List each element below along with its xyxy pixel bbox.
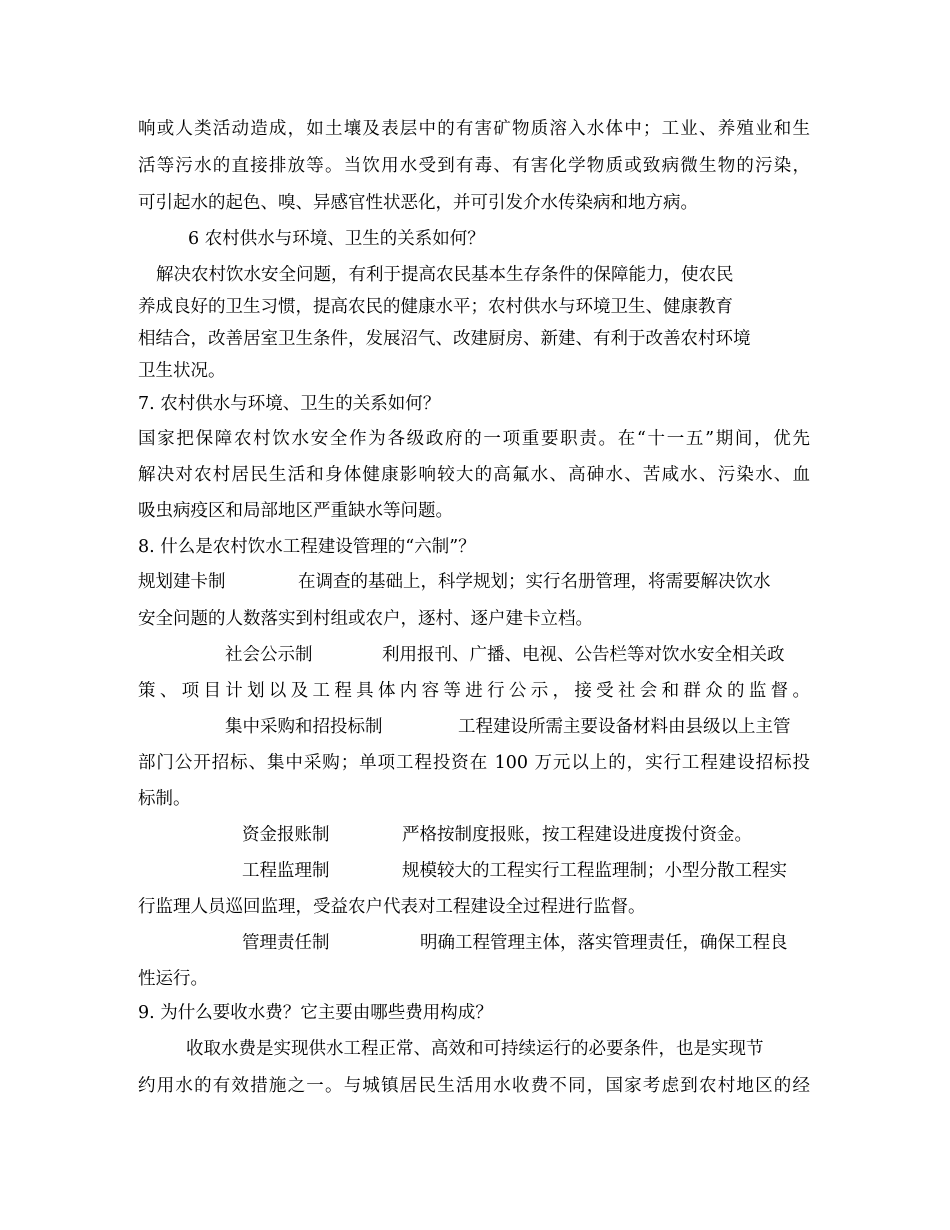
paragraph-line: 响或人类活动造成，如土壤及表层中的有害矿物质溶入水体中；工业、养殖业和生 xyxy=(138,119,810,139)
system-term: 社会公示制 xyxy=(225,645,313,665)
question-heading-8: 8. 什么是农村饮水工程建设管理的“六制”？ xyxy=(138,537,476,557)
system-description: 工程建设所需主要设备材料由县级以上主管 xyxy=(458,717,791,737)
question-heading-9: 9. 为什么要收水费？它主要由哪些费用构成？ xyxy=(138,1003,493,1023)
system-description: 严格按制度报账，按工程建设进度拨付资金。 xyxy=(402,825,752,845)
paragraph-line: 解决农村饮水安全问题，有利于提高农民基本生存条件的保障能力，使农民 xyxy=(156,265,734,285)
system-term: 资金报账制 xyxy=(242,825,330,845)
system-term: 规划建卡制 xyxy=(138,572,226,592)
paragraph-line: 收取水费是实现供水工程正常、高效和可持续运行的必要条件，也是实现节 xyxy=(186,1039,764,1059)
paragraph-line: 活等污水的直接排放等。当饮用水受到有毒、有害化学物质或致病微生物的污染， xyxy=(138,156,810,176)
system-description: 安全问题的人数落实到村组或农户，逐村、逐户建卡立档。 xyxy=(138,609,593,629)
system-term: 工程监理制 xyxy=(242,861,330,881)
system-description: 标制。 xyxy=(138,789,191,809)
system-description: 利用报刊、广播、电视、公告栏等对饮水安全相关政 xyxy=(382,645,785,665)
system-description: 部门公开招标、集中采购；单项工程投资在 100 万元以上的，实行工程建设招标投 xyxy=(138,753,810,773)
system-description: 策、项目计划以及工程具体内容等进行公示，接受社会和群众的监督。 xyxy=(138,681,810,701)
paragraph-line: 吸虫病疫区和局部地区严重缺水等问题。 xyxy=(138,501,453,521)
system-description: 行监理人员巡回监理，受益农户代表对工程建设全过程进行监督。 xyxy=(138,897,646,917)
paragraph-line: 养成良好的卫生习惯，提高农民的健康水平；农村供水与环境卫生、健康教育 xyxy=(138,297,733,317)
paragraph-line: 卫生状况。 xyxy=(138,361,226,381)
paragraph-line: 可引起水的起色、嗅、异感官性状恶化，并可引发介水传染病和地方病。 xyxy=(138,193,698,213)
paragraph-line: 国家把保障农村饮水安全作为各级政府的一项重要职责。在“十一五”期间，优先 xyxy=(138,429,810,449)
system-description: 性运行。 xyxy=(138,969,208,989)
question-heading-7: 7. 农村供水与环境、卫生的关系如何？ xyxy=(138,394,441,414)
system-description: 明确工程管理主体，落实管理责任，确保工程良 xyxy=(420,933,788,953)
system-term: 集中采购和招投标制 xyxy=(225,717,383,737)
question-heading-6: 6 农村供水与环境、卫生的关系如何？ xyxy=(188,229,485,249)
paragraph-line: 相结合，改善居室卫生条件，发展沼气、改建厨房、新建、有利于改善农村环境 xyxy=(138,329,751,349)
system-description: 在调查的基础上，科学规划；实行名册管理，将需要解决饮水 xyxy=(298,572,771,592)
system-term: 管理责任制 xyxy=(242,933,330,953)
paragraph-line: 解决对农村居民生活和身体健康影响较大的高氟水、高砷水、苦咸水、污染水、血 xyxy=(138,465,810,485)
system-description: 规模较大的工程实行工程监理制；小型分散工程实 xyxy=(402,861,787,881)
paragraph-line: 约用水的有效措施之一。与城镇居民生活用水收费不同，国家考虑到农村地区的经 xyxy=(138,1076,810,1096)
